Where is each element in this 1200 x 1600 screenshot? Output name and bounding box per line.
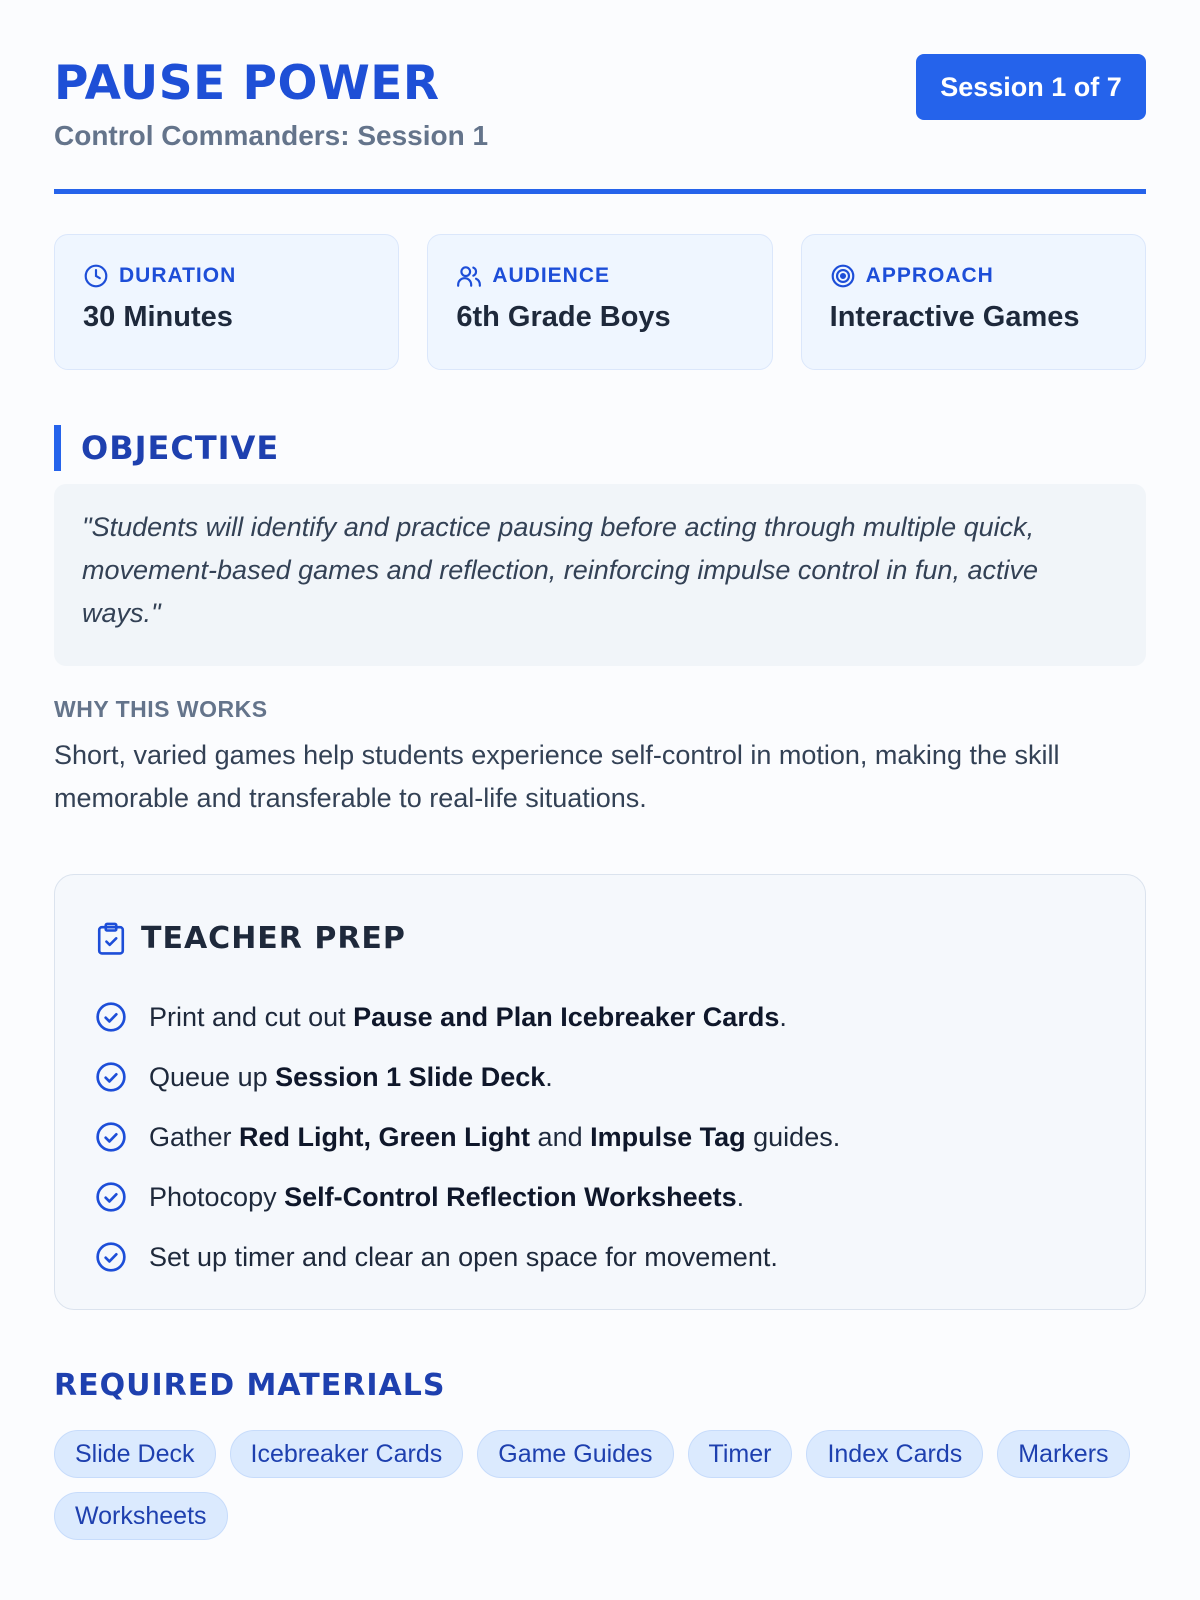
info-card-duration <box>54 234 399 370</box>
info-cards <box>54 234 1146 370</box>
material-chip: Index Cards <box>806 1430 983 1478</box>
check-circle-icon <box>95 1001 127 1033</box>
prep-bold-text: Self-Control Reflection Worksheets <box>284 1181 737 1212</box>
prep-bold-text: Red Light, Green Light <box>239 1121 531 1152</box>
list-item <box>95 1047 840 1107</box>
list-item <box>95 987 840 1047</box>
list-item <box>95 1107 840 1167</box>
material-chip: Markers <box>997 1430 1129 1478</box>
target-icon <box>830 263 856 289</box>
prep-bold-text: Pause and Plan Icebreaker Cards <box>353 1001 780 1032</box>
prep-bold-text: Session 1 Slide Deck <box>275 1061 546 1092</box>
users-icon <box>456 263 482 289</box>
objective-quote: "Students will identify and practice pausing before acting through multiple quick, movement-based games and reflection, reinforcing impulse control in fun, active ways." <box>54 484 1146 666</box>
objective-heading: OBJECTIVE <box>54 425 279 471</box>
info-card-value: Interactive Games <box>829 301 1080 333</box>
page-subtitle: Control Commanders: Session 1 <box>54 120 489 151</box>
material-chip: Worksheets <box>54 1492 228 1540</box>
prep-text: Photocopy <box>149 1181 285 1212</box>
clipboard-check-icon <box>95 922 127 956</box>
teacher-prep-list <box>95 987 840 1287</box>
info-card-label: DURATION <box>119 264 237 287</box>
why-this-works-label: WHY THIS WORKS <box>54 696 268 722</box>
page-header <box>54 0 1146 194</box>
check-circle-icon <box>95 1061 127 1093</box>
info-card-label: AUDIENCE <box>492 264 611 287</box>
list-item <box>95 1227 840 1287</box>
check-circle-icon <box>95 1121 127 1153</box>
info-card-approach <box>801 234 1146 370</box>
prep-text: and <box>530 1121 591 1152</box>
teacher-prep-heading: TEACHER PREP <box>141 921 406 956</box>
info-card-value: 30 Minutes <box>83 301 233 333</box>
info-card-audience <box>427 234 772 370</box>
clock-icon <box>83 263 109 289</box>
check-circle-icon <box>95 1241 127 1273</box>
teacher-prep-panel <box>54 874 1146 1310</box>
prep-text: . <box>545 1061 553 1092</box>
page-title: PAUSE POWER <box>54 56 440 111</box>
material-chip: Timer <box>688 1430 793 1478</box>
prep-text: . <box>736 1181 745 1212</box>
prep-text: . <box>779 1001 787 1032</box>
info-card-value: 6th Grade Boys <box>456 301 671 333</box>
session-badge: Session 1 of 7 <box>916 54 1146 120</box>
prep-bold-text: Impulse Tag <box>590 1121 746 1152</box>
required-materials-heading: REQUIRED MATERIALS <box>54 1368 446 1403</box>
prep-text: Print and cut out <box>149 1001 354 1032</box>
prep-text: Set up timer and clear an open space for movement. <box>149 1241 778 1272</box>
prep-text: Queue up <box>149 1061 276 1092</box>
material-chip: Game Guides <box>477 1430 673 1478</box>
why-this-works-text: Short, varied games help students experience self-control in motion, making the skill memorable and transferable to real-life situations. <box>54 740 1060 813</box>
list-item <box>95 1167 840 1227</box>
check-circle-icon <box>95 1181 127 1213</box>
lesson-page <box>54 0 1146 1530</box>
prep-text: Gather <box>149 1121 240 1152</box>
material-chip: Icebreaker Cards <box>230 1430 464 1478</box>
materials-chips <box>54 1430 1154 1540</box>
material-chip: Slide Deck <box>54 1430 216 1478</box>
info-card-label: APPROACH <box>865 264 994 287</box>
prep-text: guides. <box>745 1121 841 1152</box>
